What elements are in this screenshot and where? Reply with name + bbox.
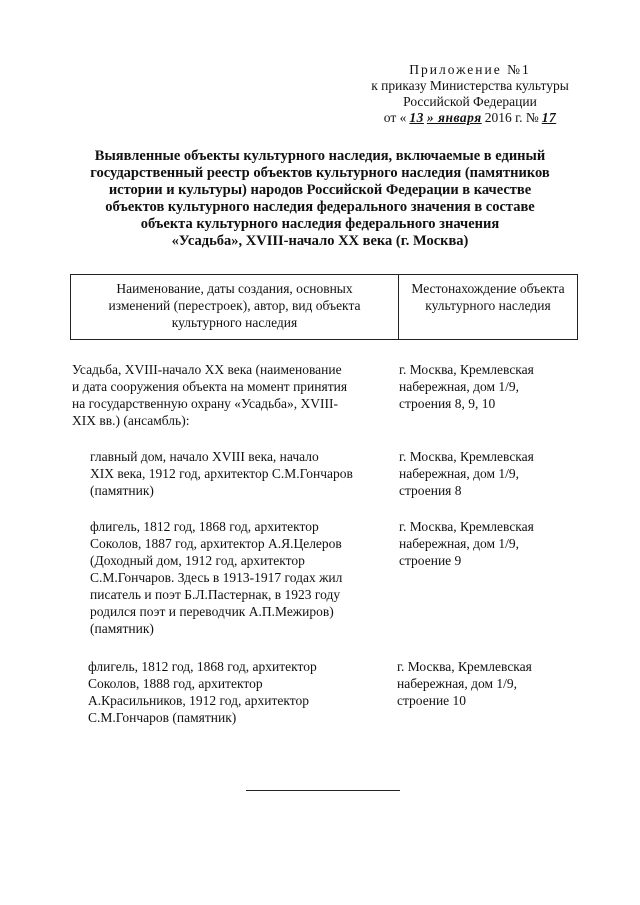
title-line: истории и культуры) народов Российской Федерации в качестве (108, 182, 532, 198)
location-line: г. Москва, Кремлевская (399, 519, 534, 534)
order-prefix: от « (383, 110, 407, 125)
title-line: Выявленные объекты культурного наследия, включаемые в единый (94, 148, 546, 164)
location-line: набережная, дом 1/9, (399, 536, 520, 551)
title-line: объекта культурного наследия федерального значения (140, 216, 500, 232)
location-line: г. Москва, Кремлевская (399, 449, 534, 464)
appendix-block (360, 62, 580, 126)
appendix-ministry-line: к приказу Министерства культуры (371, 78, 569, 93)
header-location-column (399, 275, 577, 339)
description-line: родился поэт и переводчик А.П.Межиров) (90, 604, 334, 619)
order-month: » января (426, 110, 482, 125)
description-line: флигель, 1812 год, 1868 год, архитектор (90, 519, 319, 534)
header-text: культурного наследия (171, 315, 298, 330)
description-line: флигель, 1812 год, 1868 год, архитектор (88, 659, 317, 674)
location-line: набережная, дом 1/9, (399, 466, 520, 481)
location-line: строение 10 (397, 693, 467, 708)
end-divider-line (246, 790, 400, 791)
object-location (397, 658, 532, 709)
order-day: 13 (409, 110, 424, 125)
object-description (88, 658, 317, 726)
order-number: 17 (541, 110, 557, 125)
table-row (88, 658, 572, 728)
table-row (90, 518, 572, 640)
location-line: набережная, дом 1/9, (399, 379, 520, 394)
document-title (80, 148, 560, 250)
location-line: г. Москва, Кремлевская (397, 659, 532, 674)
header-text: культурного наследия (425, 298, 551, 313)
object-location (399, 361, 534, 412)
description-line: XIX века, 1912 год, архитектор С.М.Гончаров (90, 466, 353, 481)
description-line: Соколов, 1887 год, архитектор А.Я.Целеров (90, 536, 342, 551)
header-text: изменений (перестроек), автор, вид объекта (108, 298, 361, 313)
table-header (70, 274, 578, 340)
header-text: Наименование, даты создания, основных (116, 281, 353, 296)
location-line: г. Москва, Кремлевская (399, 362, 534, 377)
title-line: объектов культурного наследия федерального значения в составе (105, 199, 535, 215)
description-line: писатель и поэт Б.Л.Пастернак, в 1923 году (90, 587, 341, 602)
appendix-federation-line: Российской Федерации (403, 94, 537, 109)
location-line: строения 8 (399, 483, 462, 498)
description-line: (памятник) (90, 483, 154, 498)
description-line: А.Красильников, 1912 год, архитектор (88, 693, 309, 708)
appendix-label: Приложение №1 (409, 62, 531, 77)
description-line: С.М.Гончаров (памятник) (88, 710, 237, 725)
description-line: Соколов, 1888 год, архитектор (88, 676, 263, 691)
object-description (72, 361, 347, 429)
location-line: набережная, дом 1/9, (397, 676, 518, 691)
location-line: строение 9 (399, 553, 462, 568)
object-description (90, 448, 353, 499)
description-line: главный дом, начало XVIII века, начало (90, 449, 319, 464)
description-line: (памятник) (90, 621, 154, 636)
title-line: «Усадьба», XVIII-начало XX века (г. Москва) (171, 233, 469, 249)
header-text: Местонахождение объекта (411, 281, 565, 296)
object-location (399, 448, 534, 499)
description-line: XIX вв.) (ансамбль): (72, 413, 190, 428)
location-line: строения 8, 9, 10 (399, 396, 496, 411)
description-line: (Доходный дом, 1912 год, архитектор (90, 553, 305, 568)
description-line: Усадьба, XVIII-начало XX века (наименование (72, 362, 342, 377)
table-row (90, 448, 572, 502)
description-line: на государственную охрану «Усадьба», XVIII- (72, 396, 338, 411)
object-description (90, 518, 342, 637)
order-reference (360, 110, 580, 126)
header-name-column (71, 275, 399, 339)
description-line: и дата сооружения объекта на момент принятия (72, 379, 348, 394)
order-year: 2016 г. № (484, 110, 539, 125)
description-line: С.М.Гончаров. Здесь в 1913-1917 годах жил (90, 570, 343, 585)
table-row (72, 361, 572, 431)
object-location (399, 518, 534, 569)
title-line: государственный реестр объектов культурного наследия (памятников (90, 165, 550, 181)
